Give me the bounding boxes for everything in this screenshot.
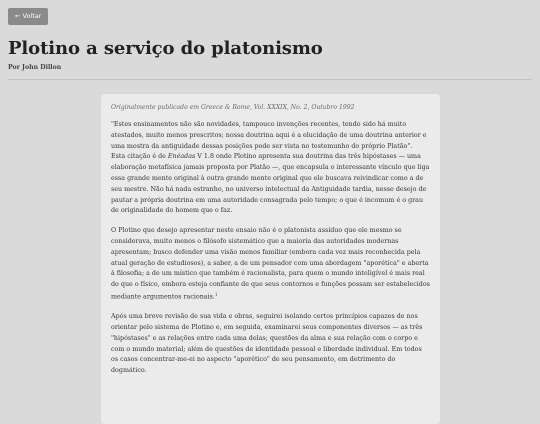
- work-title-italic: Enéadas: [167, 153, 196, 161]
- paragraph-line: com o mundo material; além de questões de identidade pessoal e liberdade individual. Em todos: [111, 345, 422, 353]
- back-button[interactable]: ← Voltar: [8, 8, 48, 25]
- paragraph-line: [111, 291, 429, 303]
- paragraph-line: elaboração metafísica jamais proposta por Platão —, que encapsula o interessante vínculo que liga: [111, 164, 430, 172]
- paragraph-line: seu mestre. Não há nada estranho, no universo intelectual da Antiguidade tardia, nesse desejo de: [111, 185, 427, 193]
- footnote-link[interactable]: 1: [214, 292, 218, 298]
- author-byline: Por John Dillon: [8, 64, 62, 71]
- paragraph-2: [111, 226, 429, 303]
- paragraph-3: [111, 312, 429, 377]
- paragraph-line: orientar pelo sistema de Plotino e, em seguida, examinarei seus componentes diversos — as três: [111, 323, 423, 331]
- paragraph-1: [111, 120, 429, 217]
- publication-note: Originalmente publicado em Greece & Rome, Vol. XXXIX, No. 2, Outubro 1992: [111, 104, 355, 111]
- article-card: [101, 94, 440, 424]
- page-title: Plotino a serviço do platonismo: [8, 38, 323, 59]
- paragraph-line: do que o físico, embora esteja confiante de que seus contornos e funções possam ser estabelecidos: [111, 281, 430, 289]
- text-run: mediante argumentos racionais.: [111, 293, 215, 301]
- paragraph-line: [111, 152, 429, 163]
- paragraph-line: à filosofia; a de um místico que também é racionalista, para quem o mundo inteligível é mais real: [111, 270, 425, 278]
- paragraph-line: "hipóstases" e as relações entre cada uma delas; questões da alma e sua relação com o corpo e: [111, 334, 418, 342]
- paragraph-line: os casos concentrar-me-ei no aspecto "aporético" de seu pensamento, em detrimento do: [111, 356, 396, 364]
- paragraph-line: apresentam; busco defender uma visão menos familiar (embora cada vez mais reconhecida pela: [111, 248, 421, 256]
- paragraph-line: essa grande mente original à outra grande mente original que ele buscava reivindicar como a de: [111, 174, 424, 182]
- paragraph-line: atual geração de estudiosos), a saber, a de um pensador com uma abordagem "aporética" e aberta: [111, 259, 429, 267]
- paragraph-line: uma mostra da antiguidade dessas posições pode ser vista no testemunho do próprio Platão".: [111, 142, 413, 150]
- paragraph-line: "Estes ensinamentos não são novidades, tampouco invenções recentes, tendo sido há muito: [111, 121, 407, 128]
- paragraph-line: dogmático.: [111, 367, 147, 375]
- text-run: Esta citação é de: [111, 153, 168, 161]
- paragraph-line: considerava, muito menos o filósofo sistemático que a maioria das autoridades modernas: [111, 237, 399, 245]
- paragraph-line: de originalidade do homem que o faz.: [111, 207, 233, 215]
- text-run: V 1.8 onde Plotino apresenta sua doutrina das três hipóstases — uma: [195, 153, 421, 161]
- header-divider: [8, 79, 532, 80]
- paragraph-line: atestados, muito menos prescritos; nossa doutrina aqui é a elucidação de uma doutrina anterior e: [111, 131, 427, 139]
- paragraph-line: pautar a própria doutrina em uma autoridade consagrada pelo tempo; o que é incomum é o grau: [111, 196, 424, 204]
- paragraph-line: Após uma breve revisão de sua vida e obras, seguirei isolando certos princípios capazes de nos: [111, 313, 418, 321]
- paragraph-line: O Plotino que desejo apresentar neste ensaio não é o platonista assíduo que ele mesmo se: [111, 227, 402, 235]
